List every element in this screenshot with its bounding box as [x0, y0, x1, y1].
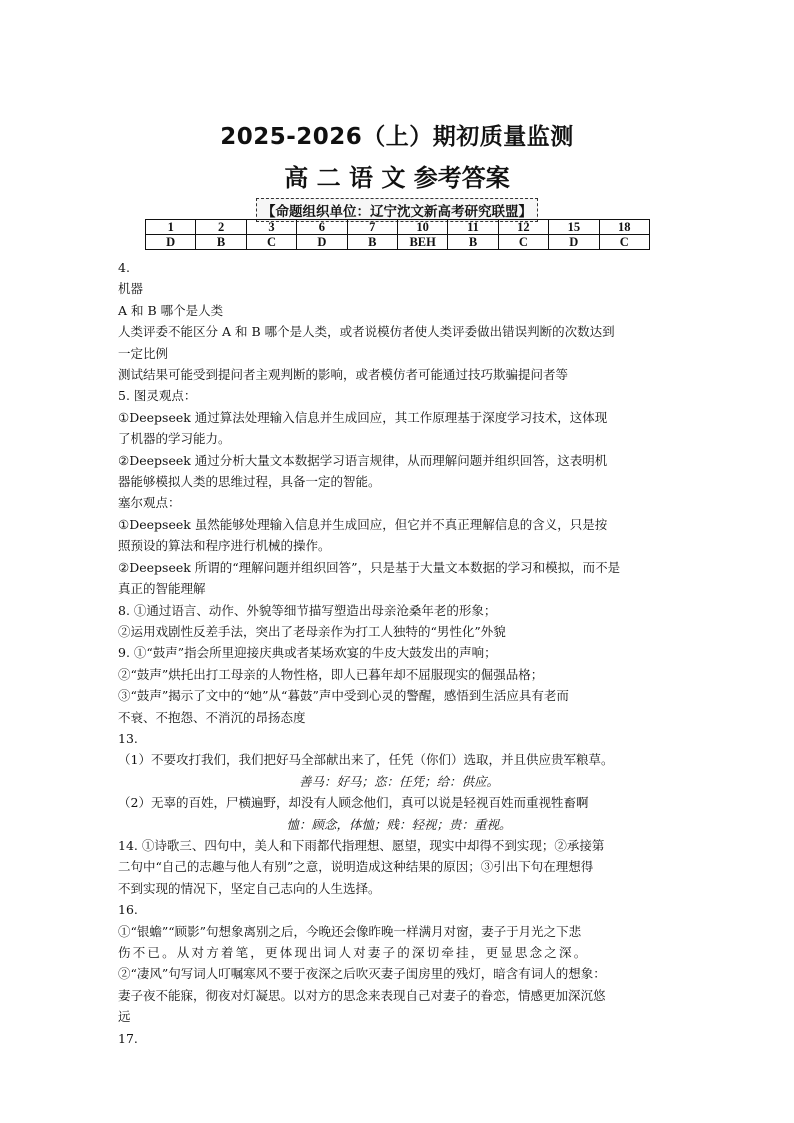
question-heading: 4.: [118, 260, 130, 275]
answer-line: 测试结果可能受到提问者主观判断的影响，或者模仿者可能通过技巧欺骗提问者等: [118, 367, 569, 383]
answer-line: ②“凄风”句写词人叮嘱寒风不要于夜深之后吹灭妻子闺房里的残灯，暗含有词人的想象：: [118, 966, 606, 982]
answer-line: 器能够模拟人类的思维过程，具备一定的智能。: [118, 474, 381, 490]
answer-line: 机器: [118, 281, 144, 297]
question-number: 15: [549, 220, 599, 235]
answer-cell: D: [297, 235, 347, 250]
question-number: 3: [246, 220, 296, 235]
answer-line: 真正的智能理解: [118, 581, 206, 597]
answer-line: 一定比例: [118, 345, 169, 361]
question-heading: 13.: [118, 730, 138, 746]
answer-cell: C: [246, 235, 296, 250]
scoring-note: 恤：顾念，体恤；贱：轻视；贵：重视。: [286, 816, 512, 832]
translation-line: （2）无辜的百姓，尸横遍野，却没有人顾念他们，真可以说是轻视百姓而重视牲畜啊: [118, 795, 589, 811]
answer-line: 不衰、不抱怨、不消沉的昂扬态度: [118, 709, 306, 725]
document-subtitle: 高 二 语 文 参考答案: [284, 164, 510, 192]
answer-line: ①Deepseek 虽然能够处理输入信息并生成回应，但它并不真正理解信息的含义，只是按: [118, 516, 608, 532]
answer-cell: B: [347, 235, 397, 250]
answer-line: ②“鼓声”烘托出打工母亲的人物性格，即人已暮年却不屈服现实的倔强品格；: [118, 666, 544, 682]
answer-line: 不到实现的情况下，坚定自己志向的人生选择。: [118, 880, 381, 896]
question-heading: 16.: [118, 902, 138, 918]
answer-cell: BEH: [397, 235, 447, 250]
question-number: 11: [448, 220, 498, 235]
question-number: 7: [347, 220, 397, 235]
answer-content: [118, 257, 680, 1049]
question-number: 12: [498, 220, 548, 235]
answer-line: 人类评委不能区分 A 和 B 哪个是人类，或者说模仿者使人类评委做出错误判断的次数达到: [118, 324, 615, 340]
answer-cell: D: [549, 235, 599, 250]
question-heading: 14. ①诗歌三、四句中，美人和下雨都代指理想、愿望，现实中却得不到实现；②承接第: [118, 837, 605, 853]
question-heading: 8. ①通过语言、动作、外貌等细节描写塑造出母亲沧桑年老的形象；: [118, 602, 497, 618]
answer-line: ②运用戏剧性反差手法，突出了老母亲作为打工人独特的“男性化”外貌: [118, 623, 506, 639]
document-title: 2025-2026（上）期初质量监测: [220, 124, 574, 150]
answer-line: ②Deepseek 通过分析大量文本数据学习语言规律，从而理解问题并组织回答，这表明机: [118, 452, 608, 468]
question-heading: 9. ①“鼓声”指会所里迎接庆典或者某场欢宴的牛皮大鼓发出的声响；: [118, 645, 497, 661]
scoring-note: 善马：好马；恣：任凭；给：供应。: [298, 773, 499, 789]
organizer-label: 【命题组织单位：辽宁沈文新高考研究联盟】: [256, 198, 538, 222]
question-heading: 17.: [118, 1030, 138, 1046]
answer-line: 了机器的学习能力。: [118, 431, 231, 447]
answer-line: 塞尔观点：: [118, 495, 181, 511]
question-number: 10: [397, 220, 447, 235]
answer-line: ②Deepseek 所谓的“理解问题并组织回答”，只是基于大量文本数据的学习和模拟，而不是: [118, 559, 621, 575]
answer-cell: C: [599, 235, 649, 250]
answer-line: 远: [118, 1009, 131, 1025]
question-heading: 5. 图灵观点：: [118, 388, 197, 404]
answer-cell: D: [146, 235, 196, 250]
answer-line: 伤不已。从对方着笔，更体现出词人对妻子的深切牵挂，更显思念之深。: [118, 945, 589, 960]
answer-cell: C: [498, 235, 548, 250]
answer-row: [146, 235, 650, 250]
answer-cell: B: [196, 235, 246, 250]
answer-line: 二句中“自己的志趣与他人有别”之意，说明造成这种结果的原因；③引出下句在理想得: [118, 859, 594, 875]
answer-table: [145, 219, 650, 250]
answer-line: ①Deepseek 通过算法处理输入信息并生成回应，其工作原理基于深度学习技术，这体现: [118, 409, 608, 425]
question-number: 18: [599, 220, 649, 235]
answer-line: 妻子夜不能寐，彻夜对灯凝思。以对方的思念来表现自己对妻子的眷恋，情感更加深沉悠: [118, 987, 606, 1003]
answer-cell: B: [448, 235, 498, 250]
question-number: 1: [146, 220, 196, 235]
answer-line: A 和 B 哪个是人类: [118, 302, 224, 318]
question-number: 2: [196, 220, 246, 235]
question-number-row: [146, 220, 650, 235]
answer-line: ①“银蟾”“顾影”句想象离别之后，今晚还会像昨晚一样满月对窗，妻子于月光之下悲: [118, 923, 582, 939]
question-number: 6: [297, 220, 347, 235]
translation-line: （1）不要攻打我们，我们把好马全部献出来了，任凭（你们）选取，并且供应贵军粮草。: [118, 752, 614, 768]
answer-line: 照预设的算法和程序进行机械的操作。: [118, 538, 331, 554]
answer-line: ③“鼓声”揭示了文中的“她”从“暮鼓”声中受到心灵的警醒，感悟到生活应具有老而: [118, 688, 569, 704]
